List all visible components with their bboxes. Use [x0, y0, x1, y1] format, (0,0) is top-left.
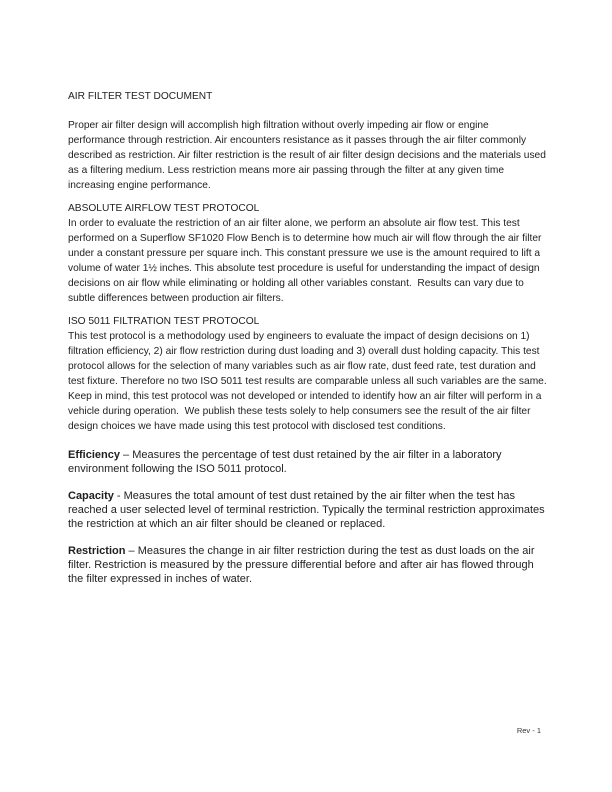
definitions-list — [68, 448, 548, 586]
definition-restriction — [68, 544, 548, 586]
definition-text: – Measures the percentage of test dust retained by the air filter in a laboratory environment following the ISO 5011 protocol. — [68, 449, 505, 475]
definition-term: Efficiency — [68, 449, 120, 461]
section-body: In order to evaluate the restriction of an air filter alone, we perform an absolute air flow test. This test performed on a Superflow SF1020 Flow Bench is to determine how much air will flow through the air filter under a constant pressure per square inch. This constant pressure we use is the amount required to lift a volume of water 1½ inches. This absolute test procedure is useful for understanding the impact of design decisions on air flow while eliminating or holding all other variables constant. Results can vary due to subtle differences between production air filters. — [68, 218, 545, 304]
document-content — [68, 89, 548, 599]
section-heading: ABSOLUTE AIRFLOW TEST PROTOCOL — [68, 203, 260, 214]
definition-efficiency — [68, 448, 548, 476]
definition-term: Restriction — [68, 545, 126, 557]
section-body: This test protocol is a methodology used by engineers to evaluate the impact of design decisions on 1) filtration efficiency, 2) air flow restriction during dust loading and 3) overall dust holding capacity. This test protocol allows for the selection of many variables such as air flow rate, dust feed rate, test duration and test fixture. Therefore no two ISO 5011 test results are comparable unless all such variables are the same. Keep in mind, this test protocol was not developed or intended to identify how an air filter will perform in a vehicle during operation. We publish these tests solely to help consumers see the result of the air filter design choices we have made using this test protocol with disclosed test conditions. — [68, 331, 550, 432]
section-absolute-airflow — [68, 201, 548, 306]
revision-label: Rev - 1 — [516, 726, 541, 735]
section-heading: ISO 5011 FILTRATION TEST PROTOCOL — [68, 316, 260, 327]
definition-capacity — [68, 489, 548, 531]
definition-text: – Measures the change in air filter restriction during the test as dust loads on the air filter. Restriction is measured by the pressure differential before and after air has flowed through the filter expressed in inches of water. — [68, 545, 538, 585]
document-title: AIR FILTER TEST DOCUMENT — [68, 91, 213, 102]
definition-term: Capacity — [68, 490, 114, 502]
intro-paragraph: Proper air filter design will accomplish high filtration without overly impeding air flow or engine performance through restriction. Air encounters resistance as it passes through the air filter commonly described as restriction. Air filter restriction is the result of air filter design decisions and the materials used as a filtering medium. Less restriction means more air passing through the filter at any given time increasing engine performance. — [68, 120, 549, 191]
section-iso-5011 — [68, 314, 548, 434]
definition-text: - Measures the total amount of test dust retained by the air filter when the test has reached a user selected level of terminal restriction. Typically the terminal restriction approximates the restriction at which an air filter should be cleaned or replaced. — [68, 490, 548, 530]
